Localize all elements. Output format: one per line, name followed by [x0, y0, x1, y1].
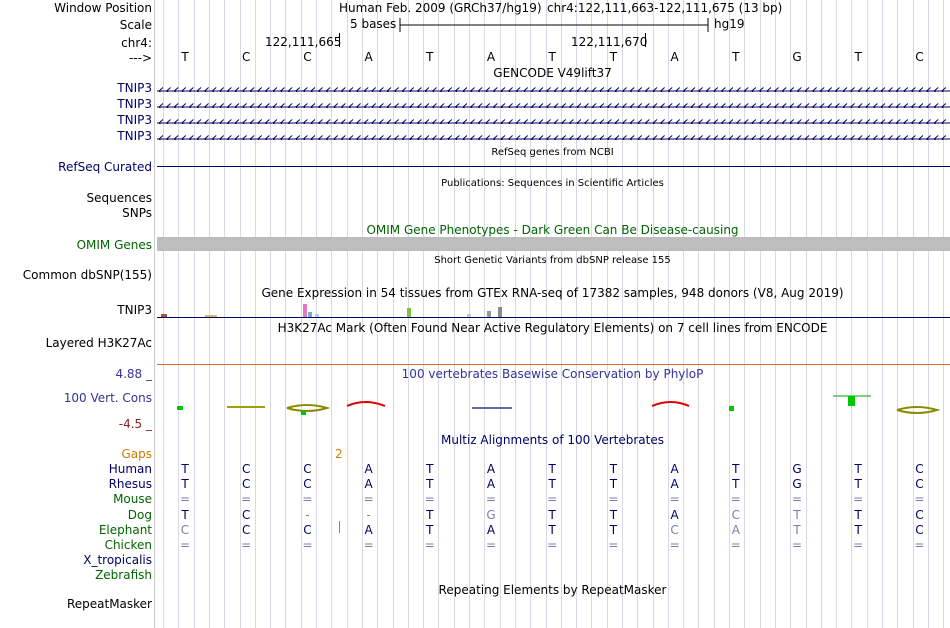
multiz-base: T	[426, 522, 434, 537]
gtex-gene-label[interactable]: TNIP3	[117, 303, 152, 317]
sequence-base: T	[548, 50, 556, 64]
multiz-base: C	[915, 507, 924, 522]
multiz-species-label[interactable]: Human	[108, 462, 152, 476]
h3k27ac-signal-line[interactable]	[157, 364, 950, 365]
omim-label[interactable]: OMIM Genes	[76, 238, 152, 252]
multiz-base: =	[730, 492, 741, 507]
multiz-base: T	[609, 462, 618, 476]
multiz-base: =	[363, 492, 374, 507]
multiz-base: =	[241, 492, 252, 507]
gencode-row-label-1[interactable]: TNIP3	[117, 81, 152, 95]
sequence-base: A	[486, 50, 496, 64]
multiz-base: A	[364, 462, 373, 476]
h3k27ac-label[interactable]: Layered H3K27Ac	[45, 336, 152, 350]
multiz-base: =	[669, 492, 680, 507]
multiz-base: =	[914, 492, 925, 507]
gencode-transcript-4[interactable]	[157, 132, 950, 140]
multiz-base: =	[547, 538, 558, 552]
phylop-label[interactable]: 100 Vert. Cons	[63, 391, 152, 405]
multiz-species-label[interactable]: Chicken	[104, 538, 152, 552]
publications-sequences-label[interactable]: Sequences	[86, 191, 152, 205]
multiz-base: =	[791, 538, 803, 552]
multiz-base: T	[793, 522, 801, 537]
phylop-track-title[interactable]: 100 vertebrates Basewise Conservation by PhyloP	[401, 367, 704, 381]
multiz-base: =	[608, 538, 619, 552]
multiz-base: C	[241, 522, 251, 537]
sequence-base: T	[181, 50, 189, 64]
gencode-transcript-2[interactable]	[157, 100, 950, 108]
multiz-base: =	[730, 538, 741, 552]
multiz-base: -	[366, 507, 371, 522]
publications-track-title[interactable]: Publications: Sequences in Scientific Articles	[441, 178, 664, 189]
multiz-base: C	[241, 477, 251, 492]
multiz-species-label[interactable]: Elephant	[98, 522, 152, 537]
multiz-base: =	[853, 492, 864, 507]
sequence-base: T	[426, 50, 434, 64]
multiz-base: T	[609, 507, 618, 522]
multiz-base: T	[732, 462, 740, 476]
scale-bar	[398, 17, 710, 33]
multiz-base: C	[731, 507, 740, 522]
sequence-base: A	[670, 50, 679, 64]
multiz-gaps-label[interactable]: Gaps	[121, 447, 152, 461]
coord-left: 122,111,665	[265, 35, 342, 49]
multiz-base: A	[670, 462, 679, 476]
position-text: chr4:122,111,663-122,111,675 (13 bp)	[547, 1, 783, 15]
repeatmasker-track-title[interactable]: Repeating Elements by RepeatMasker	[438, 583, 667, 597]
multiz-base: A	[486, 462, 496, 476]
multiz-base: T	[548, 507, 556, 522]
gencode-transcript-1[interactable]	[157, 84, 950, 92]
phylop-conservation-graph[interactable]	[157, 390, 950, 420]
sequence-base: C	[241, 50, 251, 64]
multiz-base: =	[914, 538, 925, 552]
multiz-base: C	[303, 462, 312, 476]
multiz-base: A	[486, 477, 496, 492]
multiz-base: C	[241, 462, 251, 476]
scale-text: 5 bases	[350, 17, 397, 31]
multiz-base: T	[854, 477, 862, 492]
multiz-base: =	[485, 538, 497, 552]
multiz-species-label[interactable]: Rhesus	[108, 477, 152, 492]
omim-track-title[interactable]: OMIM Gene Phenotypes - Dark Green Can Be Disease-causing	[366, 223, 739, 237]
multiz-base: T	[426, 477, 434, 492]
chrom-label: chr4:	[121, 36, 152, 50]
refseq-label[interactable]: RefSeq Curated	[58, 160, 152, 174]
gencode-row-label-4[interactable]: TNIP3	[117, 129, 152, 143]
gtex-expression-bars[interactable]	[157, 302, 950, 318]
multiz-base: =	[179, 492, 191, 507]
multiz-species-label[interactable]: Zebrafish	[95, 568, 152, 583]
multiz-track-title[interactable]: Multiz Alignments of 100 Vertebrates	[440, 433, 665, 447]
multiz-base: =	[853, 538, 864, 552]
multiz-base: A	[364, 522, 373, 537]
multiz-species-label[interactable]: X_tropicalis	[83, 553, 152, 568]
sequence-base: G	[792, 50, 802, 64]
multiz-base: =	[608, 492, 619, 507]
gtex-track-title[interactable]: Gene Expression in 54 tissues from GTEx RNA-seq of 17382 samples, 948 donors (V8, Aug 2019)	[261, 286, 844, 300]
coord-right-tick	[645, 33, 646, 47]
multiz-base: T	[854, 462, 862, 476]
multiz-base: G	[792, 462, 802, 476]
multiz-base: G	[792, 477, 802, 492]
assembly-text: Human Feb. 2009 (GRCh37/hg19)	[339, 1, 542, 15]
multiz-base: =	[302, 492, 313, 507]
dbsnp-label[interactable]: Common dbSNP(155)	[22, 268, 152, 282]
multiz-base: =	[547, 492, 558, 507]
elephant-insertion-tick	[339, 521, 340, 533]
multiz-base: -	[305, 507, 310, 522]
multiz-base: =	[669, 538, 680, 552]
multiz-base: A	[670, 507, 679, 522]
multiz-base: A	[731, 522, 740, 537]
multiz-base: C	[670, 522, 679, 537]
multiz-base: T	[181, 462, 189, 476]
strand-arrow-label: --->	[128, 51, 152, 65]
multiz-base: T	[426, 507, 434, 522]
multiz-base: =	[302, 538, 313, 552]
sequence-base: C	[915, 50, 924, 64]
gencode-track-title[interactable]: GENCODE V49lift37	[493, 66, 612, 80]
multiz-base: =	[485, 492, 497, 507]
sequence-base: C	[303, 50, 312, 64]
multiz-base: T	[854, 507, 862, 522]
multiz-base: T	[548, 477, 556, 492]
multiz-base: A	[486, 522, 496, 537]
sequence-base: A	[364, 50, 373, 64]
h3k27ac-track-title[interactable]: H3K27Ac Mark (Often Found Near Active Regulatory Elements) on 7 cell lines from ENCODE	[277, 321, 828, 335]
multiz-base: C	[915, 477, 924, 492]
multiz-base: C	[915, 522, 924, 537]
multiz-base: T	[732, 477, 740, 492]
refseq-track-title[interactable]: RefSeq genes from NCBI	[491, 147, 614, 158]
coord-right: 122,111,670	[571, 35, 648, 49]
multiz-base: T	[609, 522, 618, 537]
gencode-transcript-3[interactable]	[157, 116, 950, 124]
refseq-gene-line[interactable]	[157, 166, 950, 167]
gencode-row-label-3[interactable]: TNIP3	[117, 113, 152, 127]
multiz-base: C	[303, 477, 312, 492]
multiz-base: =	[424, 492, 435, 507]
multiz-base: T	[181, 507, 189, 522]
scale-db: hg19	[714, 17, 745, 31]
multiz-base: G	[486, 507, 496, 522]
multiz-base: =	[424, 538, 435, 552]
multiz-base: C	[303, 522, 312, 537]
repeatmasker-label[interactable]: RepeatMasker	[66, 597, 152, 611]
phylop-min-label: -4.5 _	[118, 417, 152, 431]
sequence-base: T	[854, 50, 862, 64]
sequence-base: T	[732, 50, 740, 64]
multiz-base: T	[793, 507, 801, 522]
coord-left-tick	[339, 33, 340, 47]
gencode-row-label-2[interactable]: TNIP3	[117, 97, 152, 111]
multiz-species-label[interactable]: Mouse	[113, 492, 152, 507]
multiz-base: C	[180, 522, 190, 537]
sequence-base: T	[609, 50, 618, 64]
multiz-species-label[interactable]: Dog	[127, 507, 152, 522]
multiz-base: T	[426, 462, 434, 476]
multiz-base: =	[179, 538, 191, 552]
multiz-base: T	[548, 522, 556, 537]
window-position-label: Window Position	[54, 1, 152, 15]
multiz-base: T	[854, 522, 862, 537]
multiz-base: T	[181, 477, 189, 492]
dbsnp-track-title[interactable]: Short Genetic Variants from dbSNP release 155	[434, 255, 671, 266]
multiz-base: T	[548, 462, 556, 476]
multiz-base: =	[791, 492, 803, 507]
phylop-max-label: 4.88 _	[115, 367, 152, 381]
multiz-base: C	[241, 507, 251, 522]
multiz-base: T	[609, 477, 618, 492]
multiz-base: =	[363, 538, 374, 552]
publications-snps-label[interactable]: SNPs	[122, 206, 152, 220]
multiz-base: A	[670, 477, 679, 492]
multiz-base: A	[364, 477, 373, 492]
scale-label: Scale	[119, 18, 152, 32]
multiz-base: C	[915, 462, 924, 476]
multiz-base: =	[241, 538, 252, 552]
multiz-gaps-value: 2	[335, 447, 343, 461]
omim-gene-bar[interactable]	[157, 237, 950, 251]
